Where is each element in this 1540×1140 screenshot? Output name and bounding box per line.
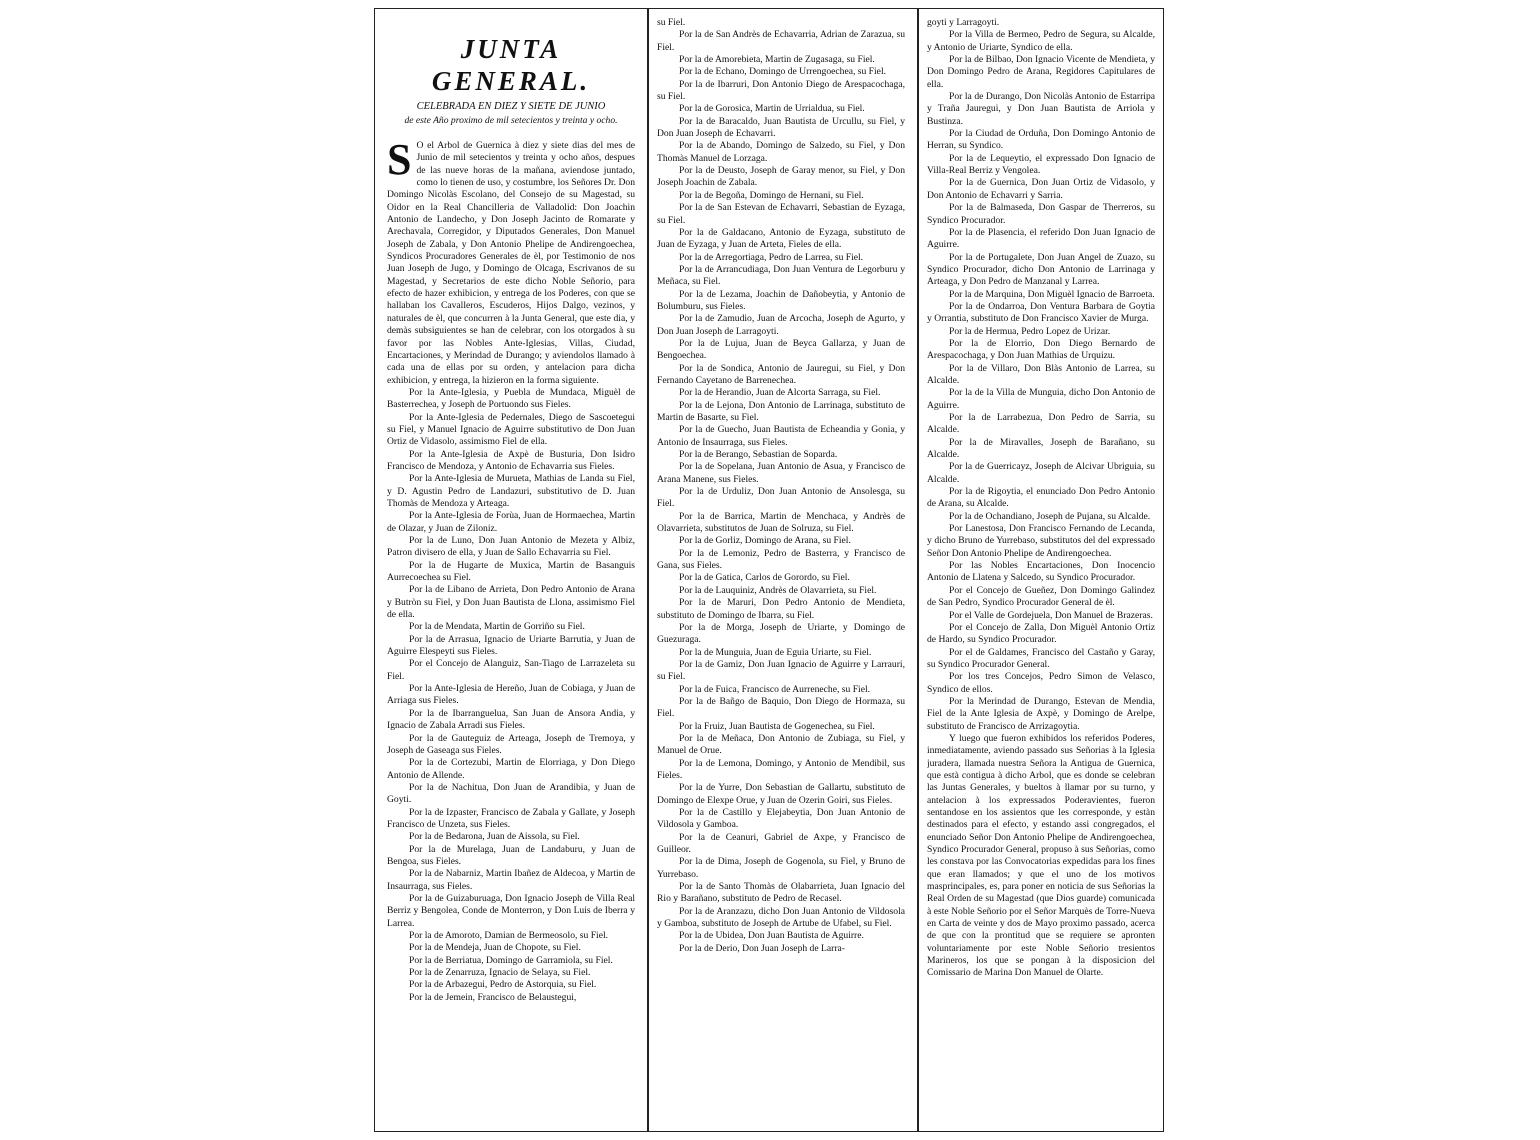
entry-paragraph: Por la de la Villa de Munguia, dicho Don Antonio de Aguirre. bbox=[927, 387, 1155, 411]
entry-paragraph: Por la Villa de Bermeo, Pedro de Segura, su Alcalde, y Antonio de Uriarte, Syndico de ella. bbox=[927, 29, 1155, 53]
entry-paragraph: Por la Ante-Iglesia de Pedernales, Diego de Sascoetegui su Fiel, y Manuel Ignacio de Aguirre substitutivo de Don Juan Ortiz de Vidasolo, assimismo Fiel de ella. bbox=[387, 411, 635, 448]
intro-paragraph bbox=[387, 135, 635, 387]
entry-paragraph: Por la de Lauquiniz, Andrès de Olavarrieta, su Fiel. bbox=[679, 584, 877, 596]
entry-paragraph: Por la de Amoroto, Damian de Bermeosolo, su Fiel. bbox=[409, 930, 609, 941]
entry-paragraph: Por la de Elorrio, Don Diego Bernardo de Arespacochaga, y Don Juan Mathias de Urquizu. bbox=[927, 337, 1155, 362]
entry-paragraph: Por la de Guerricayz, Joseph de Alcivar Ubriguia, su Alcalde. bbox=[927, 461, 1155, 485]
entry-paragraph: Por la de Lequeytio, el expressado Don Ignacio de Villa-Real Berriz y Vengolea. bbox=[927, 152, 1155, 177]
entry-paragraph: Por la Ciudad de Orduña, Don Domingo Antonio de Herran, su Syndico. bbox=[927, 128, 1155, 152]
entry-paragraph: Por la de Zenarruza, Ignacio de Selaya, su Fiel. bbox=[409, 967, 591, 979]
entry-paragraph: Por la de Berango, Sebastian de Soparda. bbox=[679, 449, 838, 461]
entry-paragraph: Por la de Arrasua, Ignacio de Uriarte Barrutia, y Juan de Aguirre Elespeyti sus Fieles. bbox=[387, 633, 635, 658]
column-2-entries bbox=[657, 17, 905, 955]
entry-paragraph: Por la de Yurre, Don Sebastian de Gallartu, substituto de Domingo de Elexpe Orue, y Juan de Ozerin Goiri, sus Fieles. bbox=[657, 782, 905, 806]
entry-paragraph: Por el Valle de Gordejuela, Don Manuel de Brazeras. bbox=[949, 609, 1153, 621]
entry-paragraph: Por la de Berriatua, Domingo de Garramiola, su Fiel. bbox=[409, 954, 613, 966]
entry-paragraph: Por la de Ibarruri, Don Antonio Diego de Arespacochaga, su Fiel. bbox=[657, 78, 905, 103]
entry-paragraph: Por la de Hugarte de Muxica, Martin de Basanguis Aurrecoechea su Fiel. bbox=[387, 559, 635, 584]
entry-paragraph: Por la de Bedarona, Juan de Aissola, su Fiel. bbox=[409, 831, 580, 843]
document-page bbox=[374, 8, 1164, 1132]
entry-paragraph: Por la de Meñaca, Don Antonio de Zubiaga, su Fiel, y Manuel de Orue. bbox=[657, 732, 905, 757]
entry-paragraph: Por la Ante-Iglesia, y Puebla de Mundaca, Miguèl de Basterrechea, y Joseph de Portuondo sus Fieles. bbox=[387, 386, 635, 411]
entry-paragraph: Por la de Abando, Domingo de Salzedo, su Fiel, y Don Thomàs Manuel de Lorzaga. bbox=[657, 140, 905, 164]
entry-paragraph: Por la de Jemein, Francisco de Belaustegui, bbox=[409, 991, 577, 1003]
entry-paragraph: Por la de Arbazegui, Pedro de Astorquia, su Fiel. bbox=[409, 979, 597, 991]
document-title: JUNTA GENERAL. bbox=[431, 34, 591, 96]
drop-cap: S bbox=[387, 135, 412, 184]
entry-paragraph: Por la de Barrica, Martin de Menchaca, y Andrès de Olavarrieta, substitutos de Juan de Solruza, su Fiel. bbox=[657, 510, 905, 535]
entry-paragraph: Por la de Fuica, Francisco de Aurreneche, su Fiel. bbox=[679, 683, 871, 695]
entry-paragraph: Por la de Bilbao, Don Ignacio Vicente de Mendieta, y Don Domingo Pedro de Arana, Regidores Capitulares de ella. bbox=[927, 54, 1155, 90]
entry-paragraph: Por la de Castillo y Elejabeytia, Don Juan Antonio de Vildosola y Gamboa. bbox=[657, 807, 905, 831]
entry-paragraph: Por la de Lemona, Domingo, y Antonio de Mendibil, sus Fieles. bbox=[657, 757, 905, 781]
entry-paragraph: Por Lanestosa, Don Francisco Fernando de Lecanda, y dicho Bruno de Yurrebaso, substitutos del del expressado Señor Don Antonio Phelipe de Andirengoechea. bbox=[927, 523, 1155, 559]
entry-paragraph: Por la de Gatica, Carlos de Gorordo, su Fiel. bbox=[679, 572, 850, 584]
entry-paragraph: Por el de Galdames, Francisco del Castaño y Garay, su Syndico Procurador General. bbox=[927, 646, 1155, 670]
entry-paragraph: Por la de Larrabezua, Don Pedro de Sarria, su Alcalde. bbox=[927, 412, 1155, 436]
entry-paragraph: Por la de Bañgo de Baquio, Don Diego de Hormaza, su Fiel. bbox=[657, 695, 905, 720]
entry-paragraph: Por la de Aranzazu, dicho Don Juan Antonio de Vildosola y Gamboa, substituto de Joseph de Artube de Ufabel, su Fiel. bbox=[657, 905, 905, 930]
entry-paragraph: Por la de San Estevan de Echavarri, Sebastian de Eyzaga, su Fiel. bbox=[657, 202, 905, 226]
column-2 bbox=[657, 17, 905, 1125]
entry-paragraph: Por la de Guernica, Don Juan Ortiz de Vidasolo, y Don Antonio de Echavarri y Sarria. bbox=[927, 177, 1155, 201]
entry-paragraph: Por la de Arregortiaga, Pedro de Larrea, su Fiel. bbox=[679, 251, 864, 263]
entry-paragraph: Por la de Gorliz, Domingo de Arana, su Fiel. bbox=[679, 535, 851, 547]
column-3 bbox=[927, 17, 1155, 1125]
intro-text: O el Arbol de Guernica à diez y siete dias del mes de Junio de mil setecientos y treinta y ocho años, despues de las nueve horas de la mañana, aviendose juntado, como lo tienen de uso, y costumbre, los Señores Dr. Don Domingo Nicolàs Escolano, del Consejo de su Magestad, su Oidor en la Real Chancilleria de Valladolid: Don Joachin Antonio de Landecho, y Don Joseph Jacinto de Romarate y Arechavala, Corregidor, y Diputados Generales, Don Manuel Joseph de Zabala, y Don Antonio Phelipe de Andirengoechea, Syndicos Procuradores Generales de èl, por Testimonio de nos Juan Joseph de Jugo, y Domingo de Olcaga, Escrivanos de su Magestad, y Secretarios de este dicho Noble Señorio, para efecto de hazer exhibicion, y entrega de los Poderes, con que se hallaban los Cavalleros, Escuderos, Hijos Dalgo, vezinos, y naturales de èl, que concurren à la Junta General, que este dia, y demàs subsiguientes se han de celebrar, con los otorgados à su favor por las Nobles Ante-Iglesias, Villas, Ciudad, Encartaciones, y Merindad de Durango; y aviendolos llamado à cada una de ellas por su orden, y antelacion para dicha exhibicion, y entrega, la hizieron en la forma siguiente. bbox=[387, 140, 635, 386]
entry-paragraph: Por la de Ceanuri, Gabriel de Axpe, y Francisco de Guilleor. bbox=[657, 831, 905, 856]
entry-paragraph: Por la de Murelaga, Juan de Landaburu, y Juan de Bengoa, sus Fieles. bbox=[387, 843, 635, 867]
column-3-entries bbox=[927, 17, 1155, 980]
entry-paragraph: Por la de Herandio, Juan de Alcorta Sarraga, su Fiel. bbox=[679, 387, 881, 399]
entry-paragraph: Por la de Gamiz, Don Juan Ignacio de Aguirre y Larrauri, su Fiel. bbox=[657, 658, 905, 683]
column-rule bbox=[917, 9, 919, 1131]
entry-paragraph: Por la de Marquina, Don Miguèl Ignacio de Barroeta. bbox=[949, 288, 1155, 300]
entry-paragraph: Por la de Rigoytia, el enunciado Don Pedro Antonio de Arana, su Alcalde. bbox=[927, 486, 1155, 510]
entry-continuation: su Fiel. bbox=[657, 17, 686, 28]
entry-paragraph: Por las Nobles Encartaciones, Don Inocencio Antonio de Llatena y Salcedo, su Syndico Procurador. bbox=[927, 560, 1155, 584]
entry-paragraph: Por la de Santo Thomàs de Olabarrieta, Juan Ignacio del Rio y Barañano, substituto de Pedro de Recasel. bbox=[657, 881, 905, 905]
entry-paragraph: Por el Concejo de Gueñez, Don Domingo Galindez de San Pedro, Syndico Procurador General de èl. bbox=[927, 584, 1155, 609]
entry-paragraph: Por la de Gorosica, Martin de Urrialdua, su Fiel. bbox=[679, 103, 865, 115]
entry-paragraph: Por la de Urduliz, Don Juan Antonio de Ansolesga, su Fiel. bbox=[657, 486, 905, 510]
entry-paragraph: Por la de San Andrès de Echavarria, Adrian de Zarazua, su Fiel. bbox=[657, 29, 905, 53]
entry-paragraph: Por la de Sondica, Antonio de Jauregui, su Fiel, y Don Fernando Cayetano de Barrenechea. bbox=[657, 362, 905, 386]
entry-paragraph: Por la de Echano, Domingo de Urrengoechea, su Fiel. bbox=[679, 66, 887, 78]
entry-paragraph: Por la de Durango, Don Nicolàs Antonio de Estarripa y Traña Jauregui, y Don Juan Bautista de Arriola y Bustinza. bbox=[927, 91, 1155, 127]
document-subtitle-line2: de este Año proximo de mil setecientos y treinta y ocho. bbox=[404, 115, 618, 126]
entry-paragraph: Por la de Libano de Arrieta, Don Pedro Antonio de Arana y Butròn su Fiel, y Don Juan Bautista de Llona, assimismo Fiel de ella. bbox=[387, 584, 635, 621]
column-1-entries bbox=[387, 387, 635, 1004]
entry-paragraph: Por la de Villaro, Don Blàs Antonio de Larrea, su Alcalde. bbox=[927, 362, 1155, 386]
entry-paragraph: Por la de Guizaburuaga, Don Ignacio Joseph de Villa Real Berriz y Bengolea, Conde de Monterron, y Don Luis de Iberra y Larrea. bbox=[387, 892, 635, 929]
entry-paragraph: Por la de Lejona, Don Antonio de Larrinaga, substituto de Martin de Basarte, su Fiel. bbox=[657, 399, 905, 423]
entry-paragraph: Por la de Lezama, Joachin de Dañobeytia, y Antonio de Bolumburu, sus Fieles. bbox=[657, 288, 905, 312]
entry-paragraph: Por la de Guecho, Juan Bautista de Echeandia y Gonia, y Antonio de Insaurraga, sus Fieles. bbox=[657, 424, 905, 448]
entry-paragraph: Por la de Nachitua, Don Juan de Arandibia, y Juan de Goyti. bbox=[387, 781, 635, 806]
entry-paragraph: Por la de Lujua, Juan de Beyca Gallarza, y Juan de Bengoechea. bbox=[657, 337, 905, 362]
entry-paragraph: Por la de Ubidea, Don Juan Bautista de Aguirre. bbox=[679, 930, 864, 942]
entry-paragraph: Por la de Nabarniz, Martin Ibañez de Aldecoa, y Martin de Insaurraga, sus Fieles. bbox=[387, 868, 635, 892]
entry-paragraph: Por la de Morga, Joseph de Uriarte, y Domingo de Guezuraga. bbox=[657, 621, 905, 646]
document-subtitle: CELEBRADA EN DIEZ Y SIETE DE JUNIO bbox=[416, 101, 606, 112]
entry-paragraph: Por la Ante-Iglesia de Axpè de Busturia, Don Isidro Francisco de Mendoza, y Antonio de Echavarria sus Fieles. bbox=[387, 448, 635, 472]
entry-paragraph: Por la de Lemoniz, Pedro de Basterra, y Francisco de Gana, sus Fieles. bbox=[657, 547, 905, 572]
entry-paragraph: Y luego que fueron exhibidos los referidos Poderes, inmediatamente, aviendo passado sus Señorias à la Iglesia juradera, llamada nuestra Señora la Antigua de Guernica, que està contigua à dicho Arbol, que es donde se celebran las Juntas Generales, y bueltos à llamar por su turno, y antelacion à los expressados Poderavientes, fueron sentandose en los assientos que les corresponde, y estàn destinados para el efecto, y estando assi congregados, el enunciado Señor Don Antonio Phelipe de Andirengoechea, Syndico Procurador General, propuso à sus Señorias, como les constava por las Convocatorias expedidas para los fines que eran llamados; y que el uno de los motivos masprincipales, es, para poner en noticia de sus Señorias la Real Orden de su Magestad (que Dios guarde) comunicada à este Noble Señorio por el Señor Marquès de Torre-Nueva en Carta de veinte y dos de Mayo proximo passado, acerca de que con la prontitud que se requiere se apronten voluntariamente por este Noble Señorio tresientos Marineros, los que se pongan à la disposicion del Comissario de Marina Don Manuel de Olarte. bbox=[927, 732, 1155, 979]
entry-paragraph: Por el Concejo de Zalla, Don Miguèl Antonio Ortiz de Hardo, su Syndico Procurador. bbox=[927, 621, 1155, 646]
entry-paragraph: Por la Fruiz, Juan Bautista de Gogenechea, su Fiel. bbox=[679, 720, 875, 732]
entry-paragraph: Por la de Baracaldo, Juan Bautista de Urcullu, su Fiel, y Don Juan Joseph de Echavarri. bbox=[657, 115, 905, 140]
entry-paragraph: Por la Ante-Iglesia de Hereño, Juan de Cobiaga, y Juan de Arriaga sus Fieles. bbox=[387, 683, 635, 707]
entry-paragraph: Por la de Ondarroa, Don Ventura Barbara de Goytia y Orrantia, substituto de Don Francisco Xavier de Murga. bbox=[927, 300, 1155, 325]
entry-paragraph: Por la de Dima, Joseph de Gogenola, su Fiel, y Bruno de Yurrebaso. bbox=[657, 856, 905, 880]
entry-paragraph: Por la de Miravalles, Joseph de Barañano, su Alcalde. bbox=[927, 436, 1155, 461]
entry-continuation: goyti y Larragoyti. bbox=[927, 17, 1000, 28]
entry-paragraph: Por la de Galdacano, Antonio de Eyzaga, substituto de Juan de Eyzaga, y Juan de Arteta, Fieles de ella. bbox=[657, 226, 905, 251]
entry-paragraph: Por la de Izpaster, Francisco de Zabala y Gallate, y Joseph Francisco de Unzeta, sus Fieles. bbox=[387, 806, 635, 830]
entry-paragraph: Por la de Mendata, Martin de Gorriño su Fiel. bbox=[409, 621, 585, 633]
entry-paragraph: Por la de Zamudio, Juan de Arcocha, Joseph de Agurto, y Don Juan Joseph de Larragoyti. bbox=[657, 313, 905, 337]
entry-paragraph: Por la de Deusto, Joseph de Garay menor, su Fiel, y Don Joseph Joachin de Zabala. bbox=[657, 165, 905, 189]
entry-paragraph: Por la de Amorebieta, Martin de Zugasaga, su Fiel. bbox=[679, 54, 875, 66]
entry-paragraph: Por la de Cortezubi, Martin de Elorriaga, y Don Diego Antonio de Allende. bbox=[387, 757, 635, 781]
entry-paragraph: Por el Concejo de Alanguiz, San-Tiago de Larrazeleta su Fiel. bbox=[387, 658, 635, 682]
entry-paragraph: Por la de Balmaseda, Don Gaspar de Therreros, su Syndico Procurador. bbox=[927, 202, 1155, 226]
entry-paragraph: Por la de Luno, Don Juan Antonio de Mezeta y Albiz, Patron divisero de ella, y Juan de Sallo Echavarria su Fiel. bbox=[387, 535, 635, 559]
entry-paragraph: Por la de Begoña, Domingo de Hernani, su Fiel. bbox=[679, 189, 864, 201]
column-1 bbox=[387, 17, 635, 1125]
entry-paragraph: Por la de Munguia, Juan de Eguia Uriarte, su Fiel. bbox=[679, 646, 872, 658]
entry-paragraph: Por la de Portugalete, Don Juan Angel de Zuazo, su Syndico Procurador, dicho Don Antonio de Larrinaga y Arteaga, y Don Pedro de Manzanal y Larrea. bbox=[927, 251, 1155, 288]
entry-paragraph: Por la de Maruri, Don Pedro Antonio de Mendieta, substituto de Domingo de Ibarra, su Fiel. bbox=[657, 597, 905, 621]
column-rule bbox=[647, 9, 649, 1131]
entry-paragraph: Por la de Ochandiano, Joseph de Pujana, su Alcalde. bbox=[949, 510, 1151, 522]
entry-paragraph: Por la Merindad de Durango, Estevan de Mendia, Fiel de la Ante Iglesia de Axpè, y Domingo de Arelpe, substituto de Francisco de Arrizagoytia. bbox=[927, 695, 1155, 732]
entry-paragraph: Por la de Hermua, Pedro Lopez de Urizar. bbox=[949, 325, 1111, 337]
entry-paragraph: Por la de Ibarranguelua, San Juan de Ansora Andia, y Ignacio de Zabala Arradi sus Fieles. bbox=[387, 707, 635, 732]
entry-paragraph: Por la de Sopelana, Juan Antonio de Asua, y Francisco de Arana Manene, sus Fieles. bbox=[657, 461, 905, 485]
entry-paragraph: Por la de Derio, Don Juan Joseph de Larra- bbox=[679, 942, 845, 954]
entry-paragraph: Por la de Plasencia, el referido Don Juan Ignacio de Aguirre. bbox=[927, 226, 1155, 251]
entry-paragraph: Por la de Gauteguiz de Arteaga, Joseph de Tremoya, y Joseph de Gaseaga sus Fieles. bbox=[387, 732, 635, 756]
entry-paragraph: Por los tres Concejos, Pedro Simon de Velasco, Syndico de ellos. bbox=[927, 671, 1155, 695]
entry-paragraph: Por la de Arrancudiaga, Don Juan Ventura de Legorburu y Meñaca, su Fiel. bbox=[657, 263, 905, 288]
entry-paragraph: Por la Ante-Iglesia de Forùa, Juan de Hormaechea, Martin de Olazar, y Juan de Ziloniz. bbox=[387, 510, 635, 534]
entry-paragraph: Por la de Mendeja, Juan de Chopote, su Fiel. bbox=[409, 942, 581, 954]
entry-paragraph: Por la Ante-Iglesia de Murueta, Mathias de Landa su Fiel, y D. Agustin Pedro de Landazuri, substitutivo de D. Juan Thomàs de Mendoza y Arteaga. bbox=[387, 473, 635, 509]
